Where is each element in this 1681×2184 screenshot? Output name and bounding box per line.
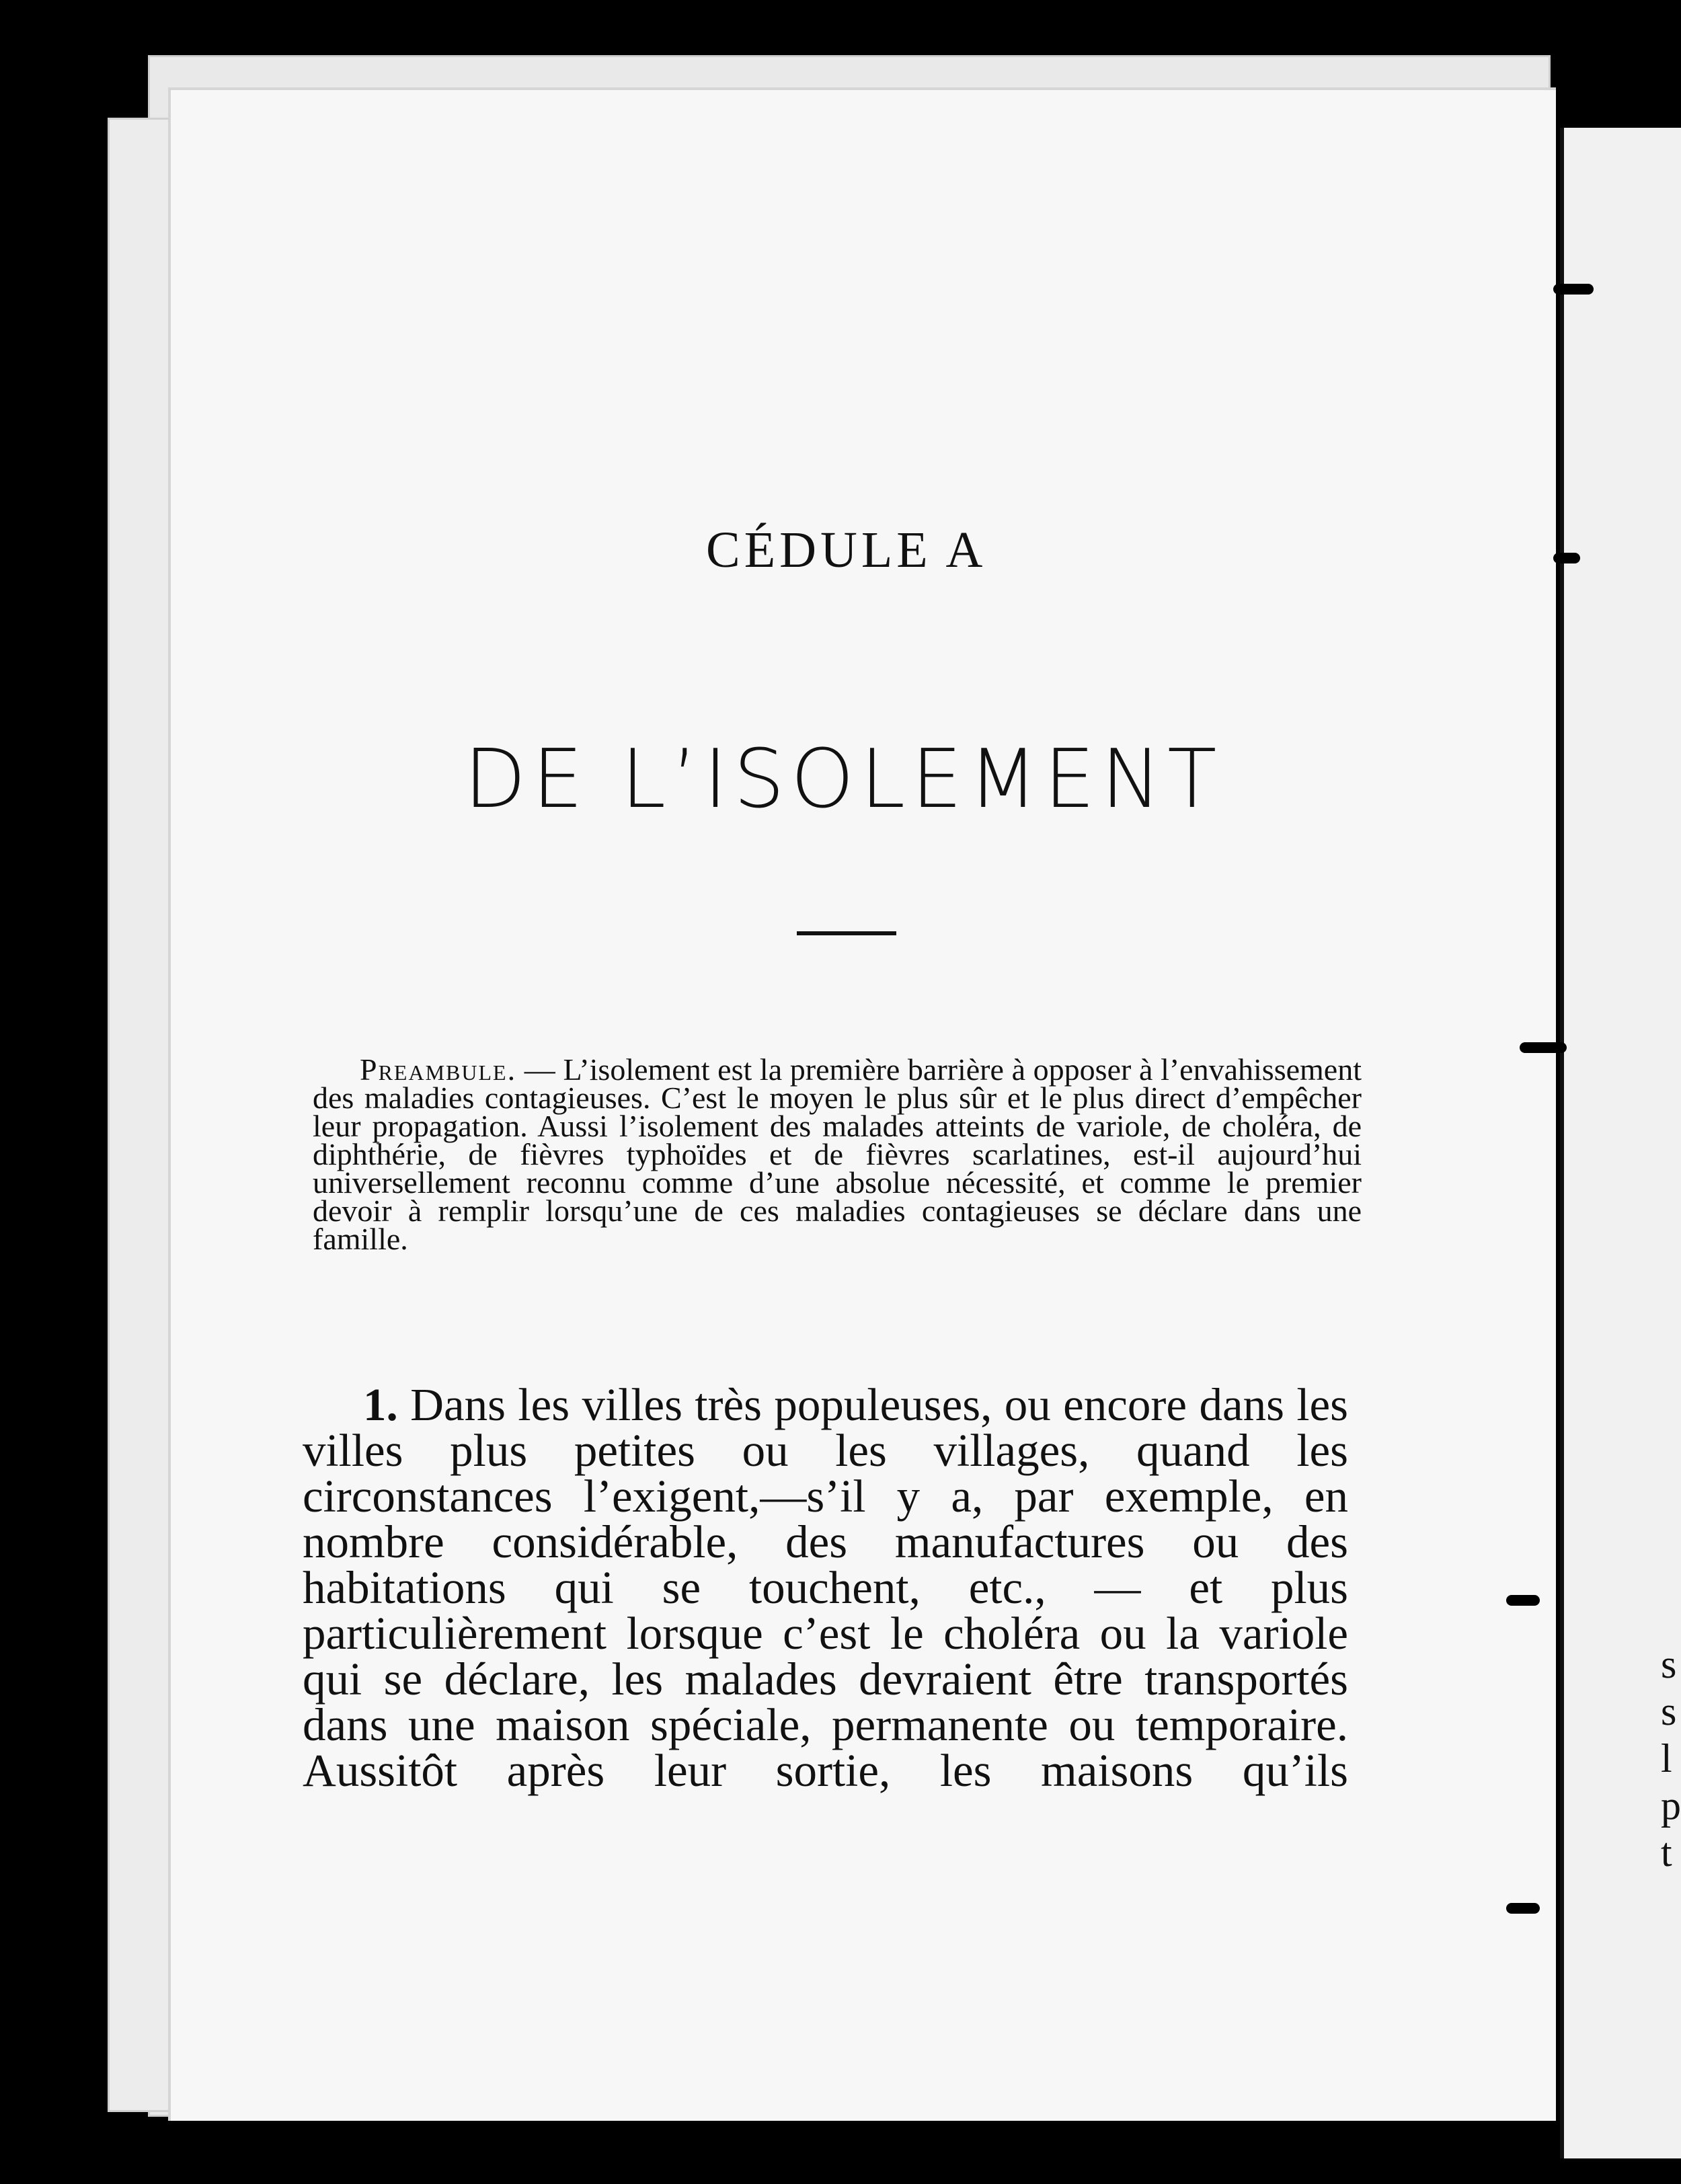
adjacent-letter: t: [1661, 1830, 1672, 1875]
binding-thread-mark: [1506, 1595, 1540, 1606]
binding-thread-mark: [1520, 1042, 1567, 1053]
adjacent-letter: s: [1661, 1689, 1677, 1733]
preamble-text: — L’isolement est la première barrière à opposer à l’envahissement des maladies contagieuses. C’est le moyen le plus sûr et le plus direct d’empêcher leur propagation. Aussi l’isolement des malades atteints de variole, de choléra, de diphthérie, de fièvres typhoïdes et de fièvres scarlatines, est-il aujourd’hui universellement reconnu comme d’une absolue nécessité, et comme le premier devoir à remplir lorsqu’une de ces maladies contagieuses se déclare dans une famille.: [313, 1052, 1362, 1256]
preamble-label: Preambule.: [360, 1052, 517, 1087]
page-title: DE L’ISOLEMENT: [464, 733, 1223, 826]
adjacent-letter: s: [1661, 1642, 1677, 1686]
article-paragraph: [303, 1379, 1348, 1796]
adjacent-page-text: [1661, 1641, 1681, 1876]
article-text: Dans les villes très populeuses, ou encore dans les villes plus petites ou les villages, quand les circonstances l’exigent,—s’il y a, par exemple, en nombre considérable, des manufactures ou des habitations qui se touchent, etc., — et plus particulièrement lorsque c’est le choléra ou la variole qui se déclare, les malades devraient être transportés dans une maison spéciale, permanente ou temporaire. Aussitôt après leur sortie, les maisons qu’ils: [303, 1379, 1348, 1796]
binding-thread-mark: [1553, 284, 1594, 295]
article-number: 1.: [363, 1379, 398, 1430]
binding-thread-mark: [1506, 1903, 1540, 1914]
adjacent-letter: l: [1661, 1736, 1672, 1781]
binding-thread-mark: [1553, 553, 1580, 563]
preamble-paragraph: [313, 1052, 1362, 1256]
title-divider: [797, 931, 896, 935]
schedule-heading: CÉDULE A: [706, 522, 987, 578]
adjacent-letter: p: [1661, 1783, 1681, 1828]
